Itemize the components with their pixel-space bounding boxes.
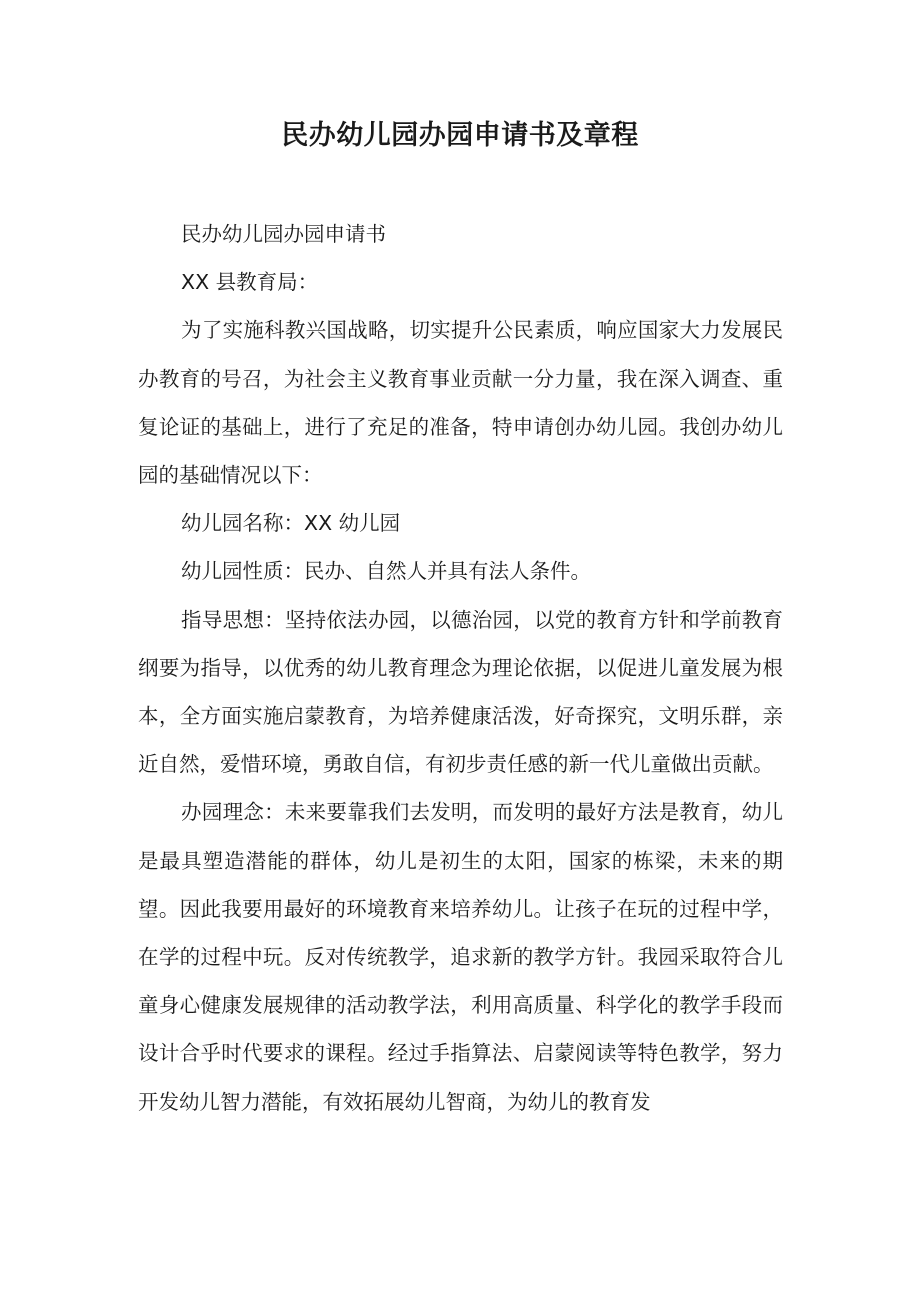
kindergarten-nature-paragraph: 幼儿园性质：民办、自然人并具有法人条件。 bbox=[181, 559, 592, 584]
intro-paragraph: 为了实施科教兴国战略，切实提升公民素质，响应国家大力发展民办教育的号召，为社会主义教育事业贡献一分力量，我在深入调查、重复论证的基础上，进行了充足的准备，特申请创办幼儿园。我创办幼儿园的基础情况以下： bbox=[138, 318, 783, 488]
guiding-thought-paragraph: 指导思想：坚持依法办园，以德治园，以党的教育方针和学前教育纲要为指导，以优秀的幼儿教育理念为理论依据，以促进儿童发展为根本，全方面实施启蒙教育，为培养健康活泼，好奇探究，文明乐群，亲近自然，爱惜环境，勇敢自信，有初步责任感的新一代儿童做出贡献。 bbox=[138, 607, 783, 777]
philosophy-paragraph: 办园理念：未来要靠我们去发明，而发明的最好方法是教育，幼儿是最具塑造潜能的群体，幼儿是初生的太阳，国家的栋梁，未来的期望。因此我要用最好的环境教育来培养幼儿。让孩子在玩的过程中学，在学的过程中玩。反对传统教学，追求新的教学方针。我园采取符合儿童身心健康发展规律的活动教学法，利用高质量、科学化的教学手段而设计合乎时代要求的课程。经过手指算法、启蒙阅读等特色教学，努力开发幼儿智力潜能，有效拓展幼儿智商，为幼儿的教育发 bbox=[138, 800, 783, 1114]
kindergarten-name-paragraph: 幼儿园名称：XX 幼儿园 bbox=[181, 511, 401, 536]
document-title: 民办幼儿园办园申请书及章程 bbox=[281, 120, 639, 151]
document-body bbox=[138, 210, 783, 1126]
subtitle-paragraph: 民办幼儿园办园申请书 bbox=[181, 222, 387, 246]
addressee-paragraph: XX 县教育局： bbox=[181, 270, 319, 295]
